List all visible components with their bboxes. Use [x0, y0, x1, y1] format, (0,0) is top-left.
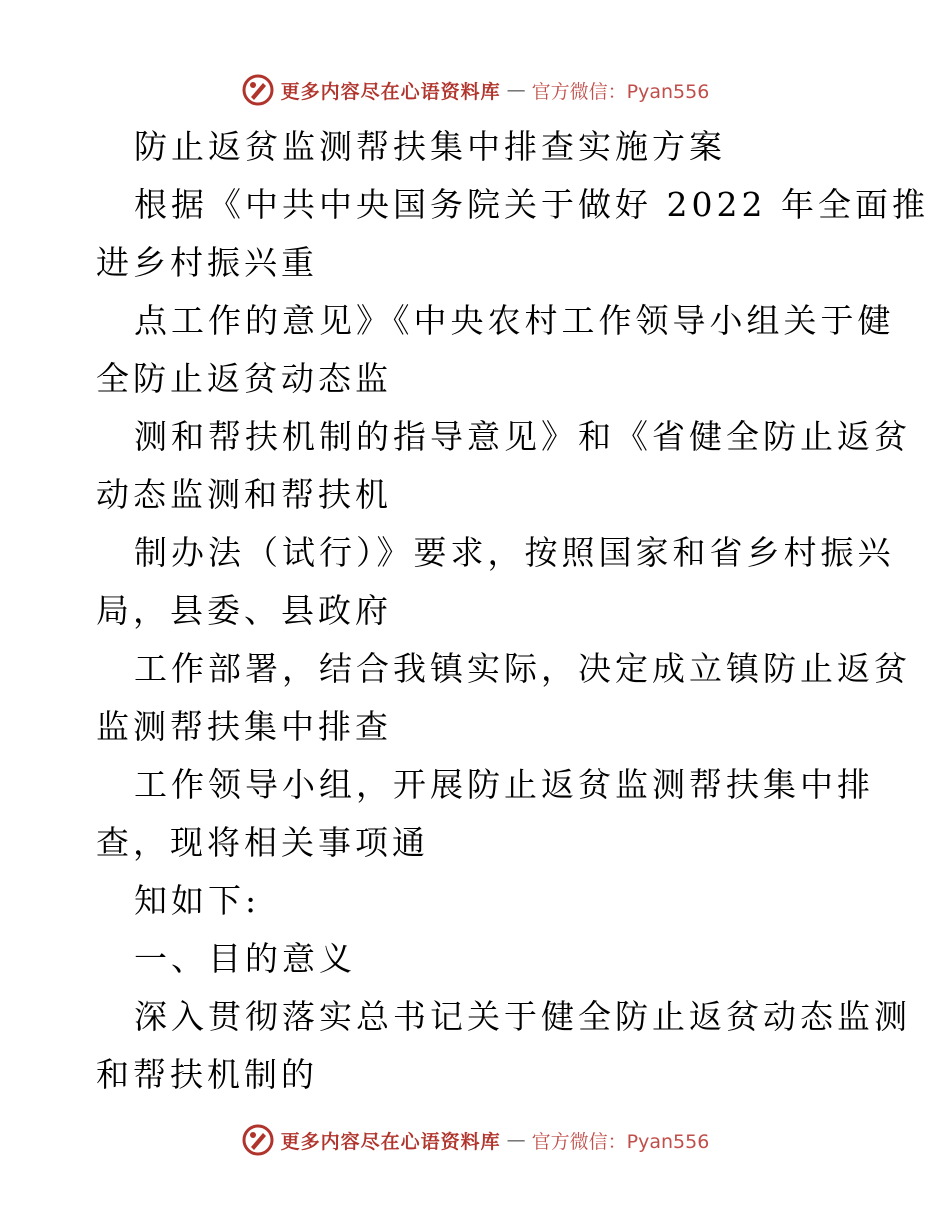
text-line: 一、目的意义 [134, 939, 356, 978]
text-line: 和帮扶机制的 [96, 1055, 318, 1094]
watermark-dash: — [506, 1129, 526, 1151]
text-line: 制办法（试行）》要求，按照国家和省乡村振兴 [134, 533, 895, 572]
watermark-site-text: 更多内容尽在心语资料库 [280, 80, 501, 103]
text-line: 防止返贫监测帮扶集中排查实施方案 [134, 127, 726, 166]
watermark-wechat-text: 官方微信：Pyan556 [531, 80, 710, 103]
text-line: 工作领导小组，开展防止返贫监测帮扶集中排 [134, 765, 874, 804]
text-line: 查，现将相关事项通 [96, 823, 429, 862]
text-line: 点工作的意见》《中央农村工作领导小组关于健 [134, 301, 895, 340]
text-line: 进乡村振兴重 [96, 243, 318, 282]
text-line: 动态监测和帮扶机 [96, 475, 392, 514]
text-line: 局，县委、县政府 [96, 591, 392, 630]
pen-logo-icon [241, 73, 275, 107]
text-line: 工作部署，结合我镇实际，决定成立镇防止返贫 [134, 649, 911, 688]
text-line: 测和帮扶机制的指导意见》和《省健全防止返贫 [134, 417, 911, 456]
watermark-dash: — [506, 79, 526, 101]
text-line: 根据《中共中央国务院关于做好 2022 年全面推 [134, 185, 929, 224]
footer-watermark [0, 1120, 950, 1160]
pen-logo-icon [241, 1123, 275, 1157]
document-body [96, 118, 929, 1104]
text-line: 全防止返贫动态监 [96, 359, 392, 398]
text-line: 知如下: [134, 881, 261, 920]
watermark-site-text: 更多内容尽在心语资料库 [280, 1130, 501, 1153]
watermark-wechat-text: 官方微信：Pyan556 [531, 1130, 710, 1153]
text-line: 监测帮扶集中排查 [96, 707, 392, 746]
header-watermark [0, 70, 950, 110]
text-line: 深入贯彻落实总书记关于健全防止返贫动态监测 [134, 997, 911, 1036]
